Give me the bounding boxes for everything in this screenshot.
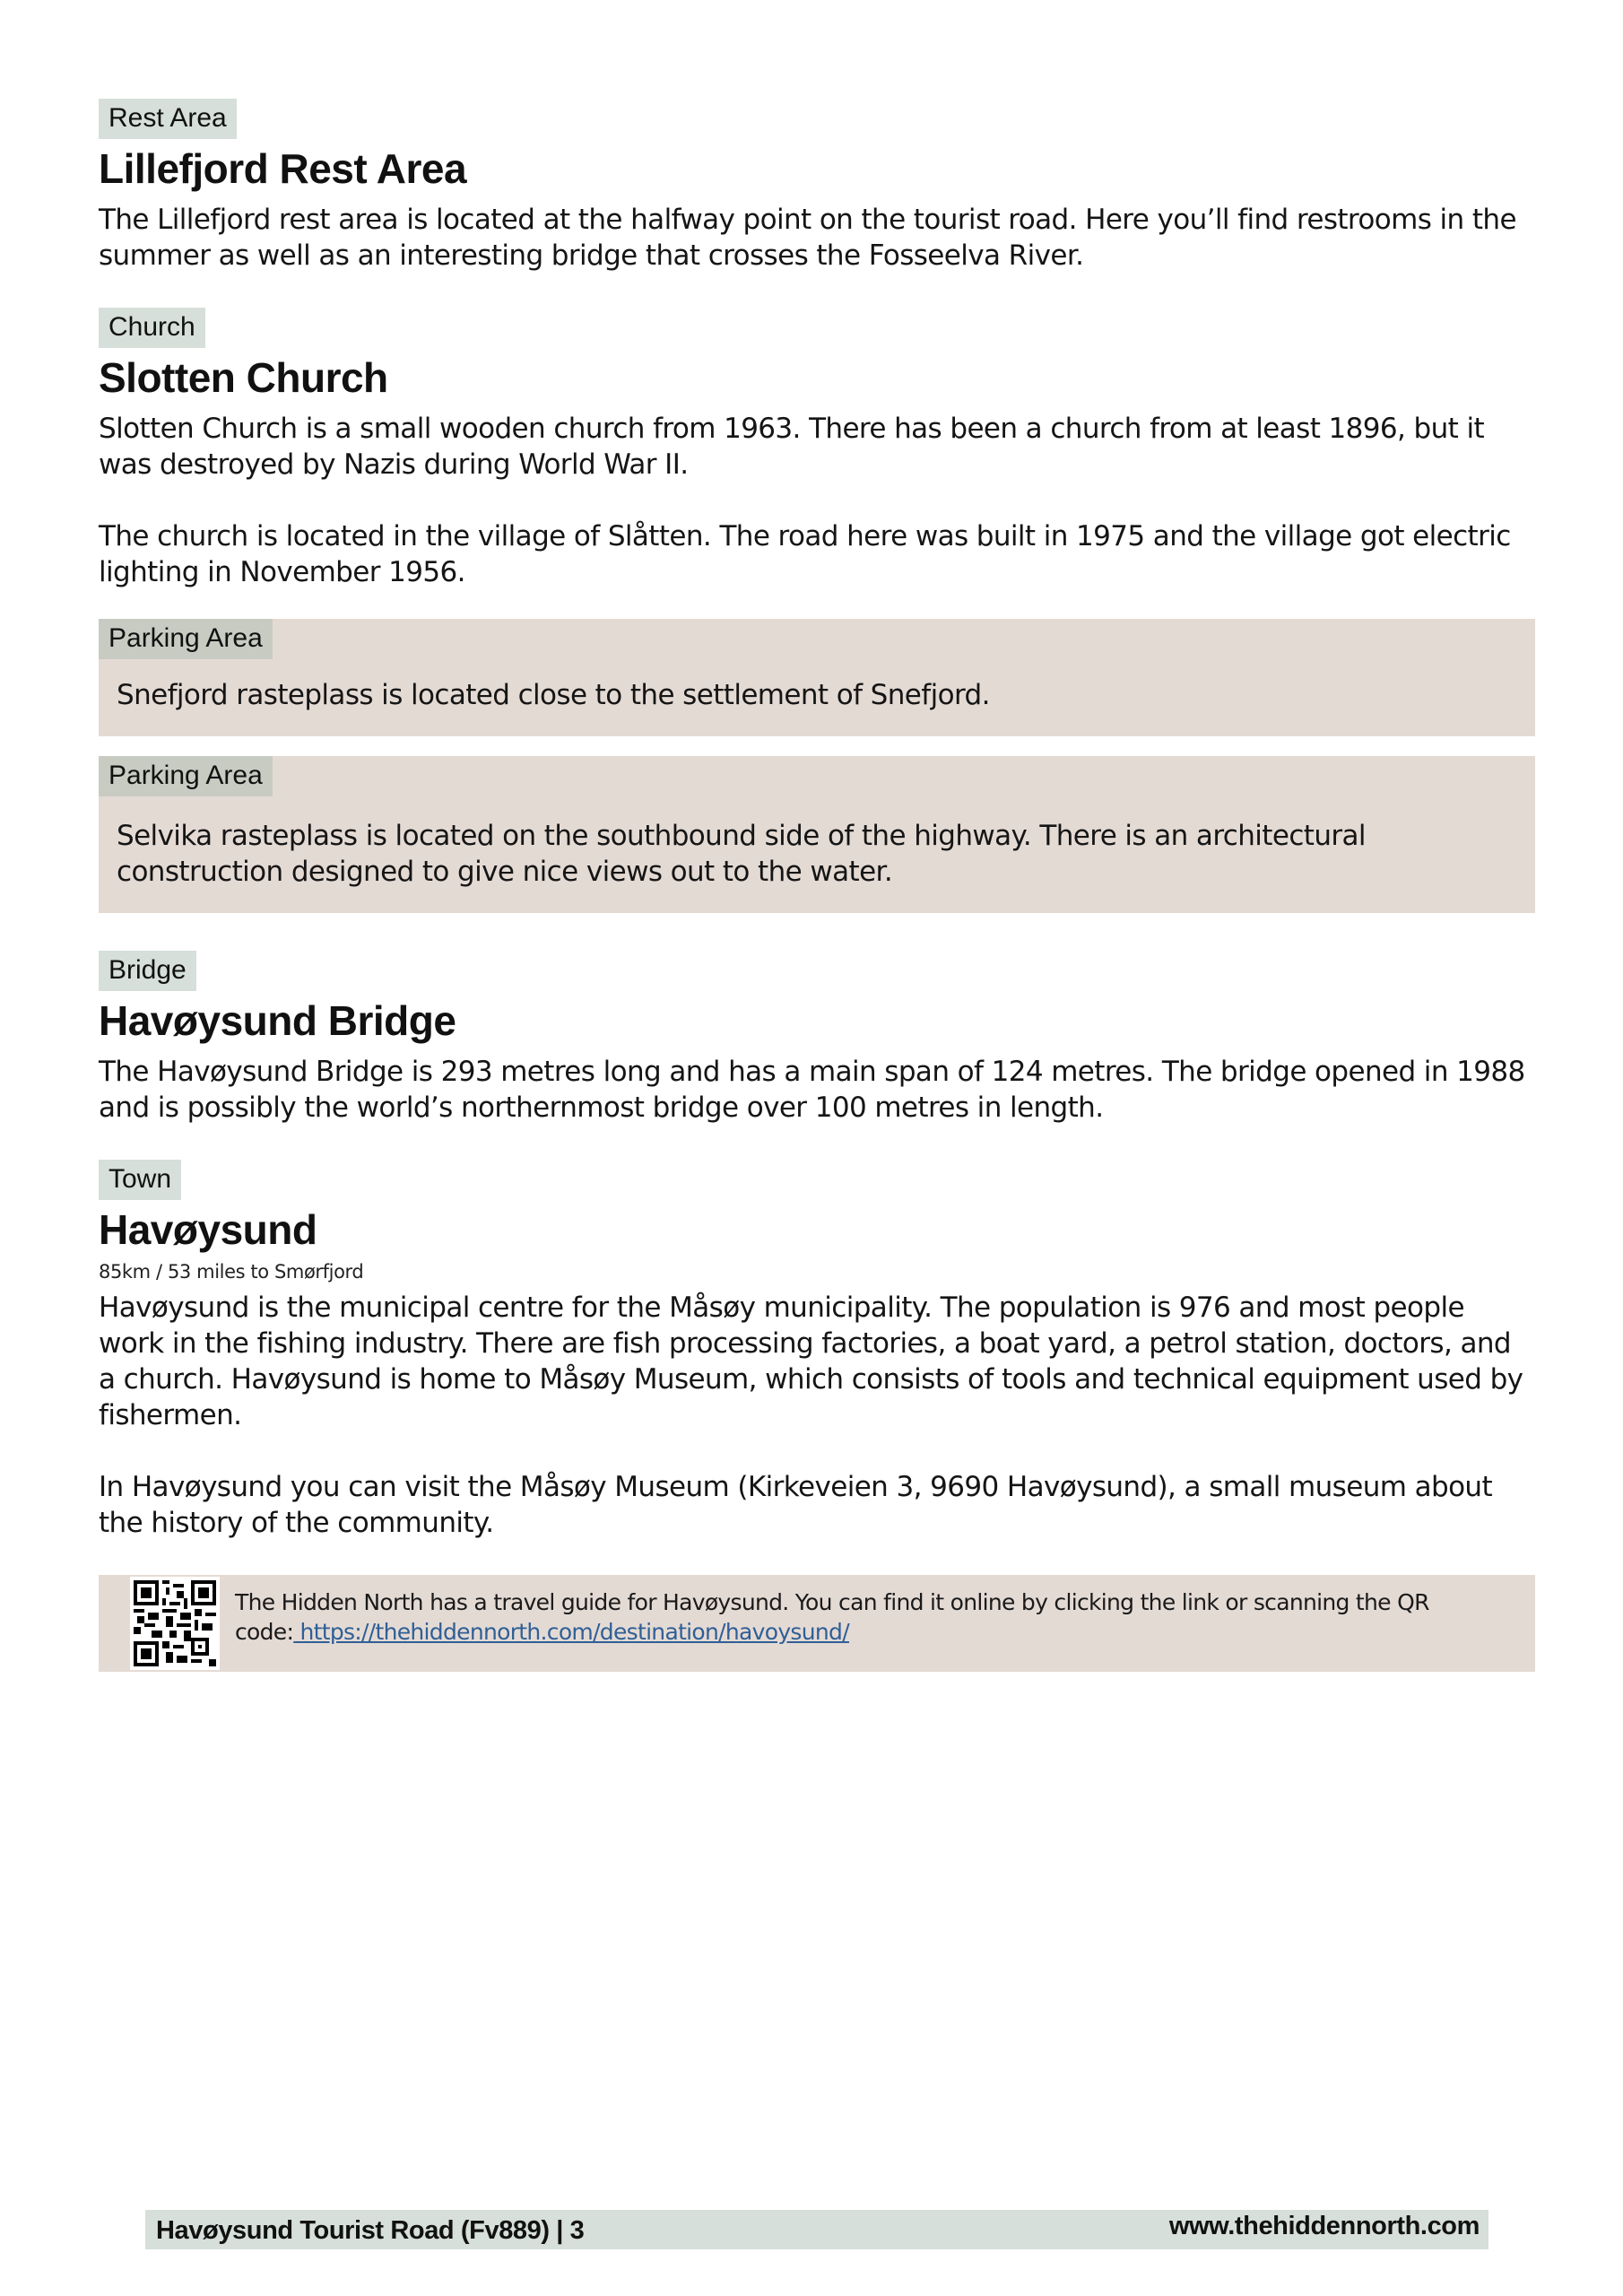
section-slotten-church <box>99 308 1535 590</box>
travel-guide-callout <box>99 1575 1535 1672</box>
footer-title-page-number: Havøysund Tourist Road (Fv889) | 3 <box>156 2216 585 2245</box>
section-paragraph: The Havøysund Bridge is 293 metres long and has a main span of 124 metres. The bridge opened in 1988 and is possibly the world’s northernmost bridge over 100 metres in length. <box>99 1056 1525 1124</box>
section-havoysund-town <box>99 1160 1535 1541</box>
qr-code-icon[interactable] <box>130 1577 220 1670</box>
category-tag: Parking Area <box>99 756 273 796</box>
section-title: Havøysund <box>99 1206 317 1253</box>
travel-guide-text <box>235 1587 1490 1647</box>
section-lillefjord-rest-area <box>99 99 1535 274</box>
parking-callout-snefjord <box>99 619 1535 736</box>
page-footer <box>145 2210 1488 2249</box>
section-paragraph: The church is located in the village of Slåtten. The road here was built in 1975 and the village got electric lighting in November 1956. <box>99 520 1511 588</box>
travel-guide-link[interactable]: https://thehiddennorth.com/destination/havoysund/ <box>293 1619 849 1645</box>
footer-website[interactable]: www.thehiddennorth.com <box>1168 2212 1480 2240</box>
category-tag: Church <box>99 308 205 348</box>
category-tag: Bridge <box>99 951 196 991</box>
section-title: Lillefjord Rest Area <box>99 145 467 192</box>
section-havoysund-bridge <box>99 951 1535 1126</box>
section-paragraph: Slotten Church is a small wooden church from 1963. There has been a church from at least 1896, but it was destroyed by Nazis during World War II. <box>99 413 1485 481</box>
category-tag: Rest Area <box>99 99 237 139</box>
callout-text: The Hidden North has a travel guide for Havøysund. You can find it online by clicking the link or scanning the QR code: <box>235 1589 1429 1645</box>
section-title: Havøysund Bridge <box>99 997 456 1044</box>
section-paragraph: In Havøysund you can visit the Måsøy Museum (Kirkeveien 3, 9690 Havøysund), a small museum about the history of the community. <box>99 1471 1493 1539</box>
section-title: Slotten Church <box>99 354 388 401</box>
section-paragraph: Havøysund is the municipal centre for the Måsøy municipality. The population is 976 and most people work in the fishing industry. There are fish processing factories, a boat yard, a petrol station, doctors, and a church. Havøysund is home to Måsøy Museum, which consists of tools and technical equipment used by fishermen. <box>99 1292 1523 1431</box>
parking-callout-selvika <box>99 756 1535 913</box>
callout-text: Snefjord rasteplass is located close to the settlement of Snefjord. <box>117 679 990 711</box>
page-content <box>99 99 1535 1672</box>
distance-label: 85km / 53 miles to Smørfjord <box>99 1261 364 1283</box>
callout-text: Selvika rasteplass is located on the southbound side of the highway. There is an architectural construction designed to give nice views out to the water. <box>117 820 1366 888</box>
category-tag: Parking Area <box>99 619 273 659</box>
section-paragraph: The Lillefjord rest area is located at the halfway point on the tourist road. Here you’ll find restrooms in the summer as well as an interesting bridge that crosses the Fosseelva River. <box>99 204 1516 272</box>
category-tag: Town <box>99 1160 181 1200</box>
